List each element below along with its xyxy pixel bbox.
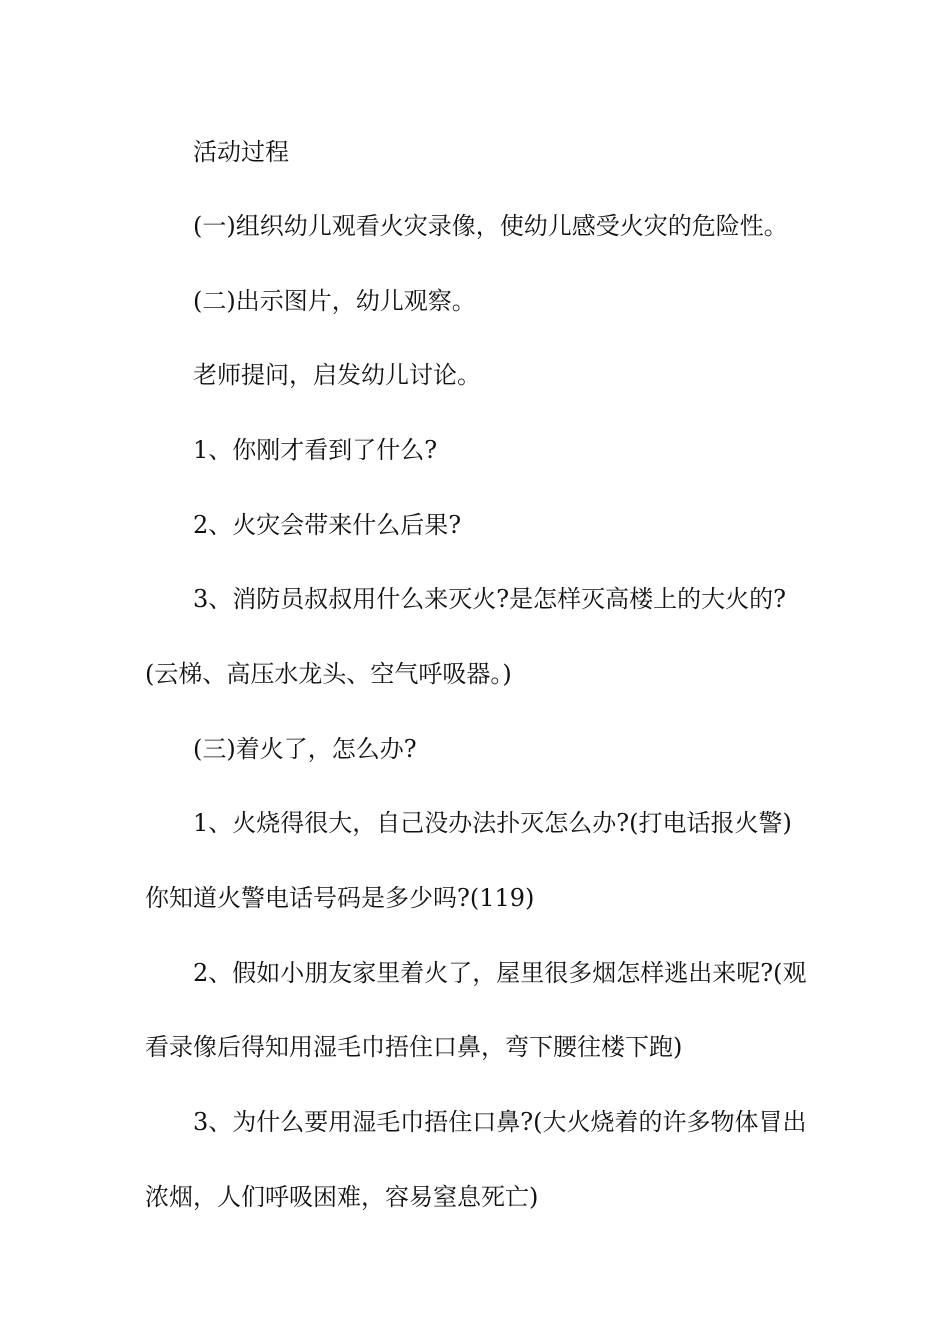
paragraph-line: 看录像后得知用湿毛巾捂住口鼻，弯下腰往楼下跑) xyxy=(145,1033,683,1061)
paragraph-line: 1、火烧得很大，自己没办法扑灭怎么办?(打电话报火警) xyxy=(193,809,792,837)
paragraph-line: (一)组织幼儿观看火灾录像，使幼儿感受火灾的危险性。 xyxy=(193,212,788,240)
paragraph-line: 2、火灾会带来什么后果? xyxy=(193,511,462,539)
paragraph-line: (二)出示图片，幼儿观察。 xyxy=(193,287,476,315)
paragraph-line: 3、为什么要用湿毛巾捂住口鼻?(大火烧着的许多物体冒出 xyxy=(193,1108,807,1136)
paragraph-line: 2、假如小朋友家里着火了，屋里很多烟怎样逃出来呢?(观 xyxy=(193,959,807,987)
paragraph-line: 你知道火警电话号码是多少吗?(119) xyxy=(145,884,535,912)
paragraph-line: 3、消防员叔叔用什么来灭火?是怎样灭高楼上的大火的? xyxy=(193,585,787,613)
section-heading: 活动过程 xyxy=(193,138,289,166)
paragraph-line: (三)着火了，怎么办? xyxy=(193,735,417,763)
paragraph-line: 1、你刚才看到了什么? xyxy=(193,436,438,464)
paragraph-line: 浓烟，人们呼吸困难，容易窒息死亡) xyxy=(145,1183,539,1211)
paragraph-line: (云梯、高压水龙头、空气呼吸器。) xyxy=(145,660,512,688)
paragraph-line: 老师提问，启发幼儿讨论。 xyxy=(193,361,481,389)
